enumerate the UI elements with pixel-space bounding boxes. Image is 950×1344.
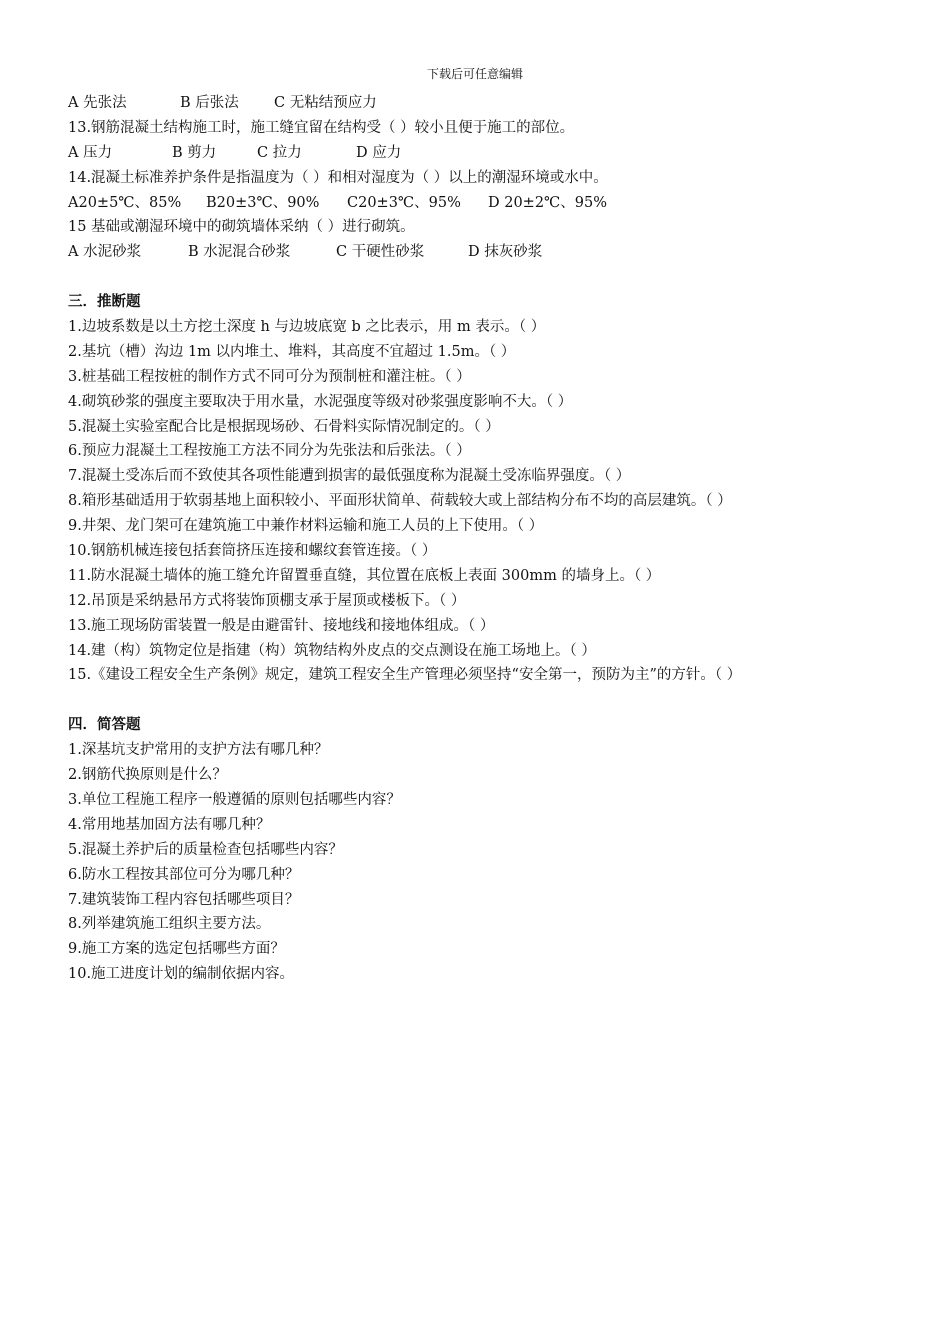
judgement-item: 1.边坡系数是以土方挖土深度 h 与边坡底宽 b 之比表示，用 m 表示。（ ） xyxy=(68,319,546,336)
judgement-item: 14.建（构）筑物定位是指建（构）筑物结构外皮点的交点测设在施工场地上。（ ） xyxy=(68,642,596,659)
option-c: C 无粘结预应力 xyxy=(274,95,377,111)
judgement-item: 5.混凝土实验室配合比是根据现场砂、石骨料实际情况制定的。（ ） xyxy=(68,418,500,435)
judgement-item: 10.钢筋机械连接包括套筒挤压连接和螺纹套管连接。（ ） xyxy=(68,543,437,560)
option-b: B 水泥混合砂浆 xyxy=(188,244,291,261)
document-body xyxy=(68,91,928,987)
short-answer-item: 2.钢筋代换原则是什么？ xyxy=(68,767,227,784)
option-c: C 拉力 xyxy=(257,144,302,161)
question-13: 13.钢筋混凝土结构施工时，施工缝宜留在结构受（ ）较小且便于施工的部位。 xyxy=(68,119,575,136)
short-answer-item: 6.防水工程按其部位可分为哪几种？ xyxy=(68,866,300,883)
section-title-judgement: 三．推断题 xyxy=(68,293,141,311)
option-c: C 干硬性砂浆 xyxy=(336,244,425,261)
short-answer-item: 3.单位工程施工程序一般遵循的原则包括哪些内容？ xyxy=(68,791,401,808)
judgement-item: 3.桩基础工程按桩的制作方式不同可分为预制桩和灌注桩。（ ） xyxy=(68,368,471,385)
judgement-item: 7.混凝土受冻后而不致使其各项性能遭到损害的最低强度称为混凝土受冻临界强度。（ ） xyxy=(68,468,631,485)
judgement-item: 8.箱形基础适用于软弱基地上面积较小、平面形状简单、荷载较大或上部结构分布不均的高层建筑。（ ） xyxy=(68,493,732,510)
option-a: A20±5℃、85% xyxy=(68,194,182,211)
short-answer-item: 9.施工方案的选定包括哪些方面？ xyxy=(68,941,285,958)
q12-options xyxy=(68,91,928,116)
judgement-item: 4.砌筑砂浆的强度主要取决于用水量，水泥强度等级对砂浆强度影响不大。（ ） xyxy=(68,393,573,410)
spacer xyxy=(68,265,928,290)
judgement-item: 6.预应力混凝土工程按施工方法不同分为先张法和后张法。（ ） xyxy=(68,443,471,460)
q14-options xyxy=(68,191,928,216)
option-a: A 压力 xyxy=(68,144,113,161)
judgement-item: 13.施工现场防雷装置一般是由避雷针、接地线和接地体组成。（ ） xyxy=(68,617,495,634)
option-d: D 20±2℃、95% xyxy=(488,194,608,211)
option-b: B 剪力 xyxy=(172,144,217,161)
short-answer-item: 5.混凝土养护后的质量检查包括哪些内容？ xyxy=(68,841,343,858)
question-15: 15 基础或潮湿环境中的砌筑墙体采纳（ ）进行砌筑。 xyxy=(68,219,415,236)
judgement-item: 12.吊顶是采纳悬吊方式将装饰顶棚支承于屋顶或楼板下。（ ） xyxy=(68,592,466,609)
judgement-item: 9.井架、龙门架可在建筑施工中兼作材料运输和施工人员的上下使用。（ ） xyxy=(68,518,544,535)
judgement-item: 15.《建设工程安全生产条例》规定，建筑工程安全生产管理必须坚持“安全第一，预防为主”的方针。（ ） xyxy=(68,667,742,684)
short-answer-item: 10.施工进度计划的编制依据内容。 xyxy=(68,966,295,983)
option-d: D 应力 xyxy=(356,144,402,161)
short-answer-item: 7.建筑装饰工程内容包括哪些项目？ xyxy=(68,891,300,908)
short-answer-item: 4.常用地基加固方法有哪几种？ xyxy=(68,816,271,833)
option-c: C20±3℃、95% xyxy=(347,194,461,211)
option-a: A 水泥砂浆 xyxy=(68,244,142,261)
judgement-item: 11.防水混凝土墙体的施工缝允许留置垂直缝，其位置在底板上表面 300mm 的墙身上。（ ） xyxy=(68,567,661,584)
q13-options xyxy=(68,141,928,166)
judgement-item: 2.基坑（槽）沟边 1m 以内堆土、堆料，其高度不宜超过 1.5m。（ ） xyxy=(68,343,516,360)
short-answer-item: 1.深基坑支护常用的支护方法有哪几种？ xyxy=(68,742,329,759)
short-answer-item: 8.列举建筑施工组织主要方法。 xyxy=(68,916,271,933)
question-14: 14.混凝土标准养护条件是指温度为（ ）和相对湿度为（ ）以上的潮湿环境或水中。 xyxy=(68,169,608,186)
option-a: A 先张法 xyxy=(68,95,127,111)
page-header-note: 下载后可任意编辑 xyxy=(426,67,523,81)
spacer xyxy=(68,688,928,713)
option-b: B 后张法 xyxy=(180,95,239,111)
q15-options xyxy=(68,240,928,265)
option-d: D 抹灰砂浆 xyxy=(468,244,543,261)
option-b: B20±3℃、90% xyxy=(206,194,320,211)
section-title-short-answer: 四．简答题 xyxy=(68,716,141,734)
